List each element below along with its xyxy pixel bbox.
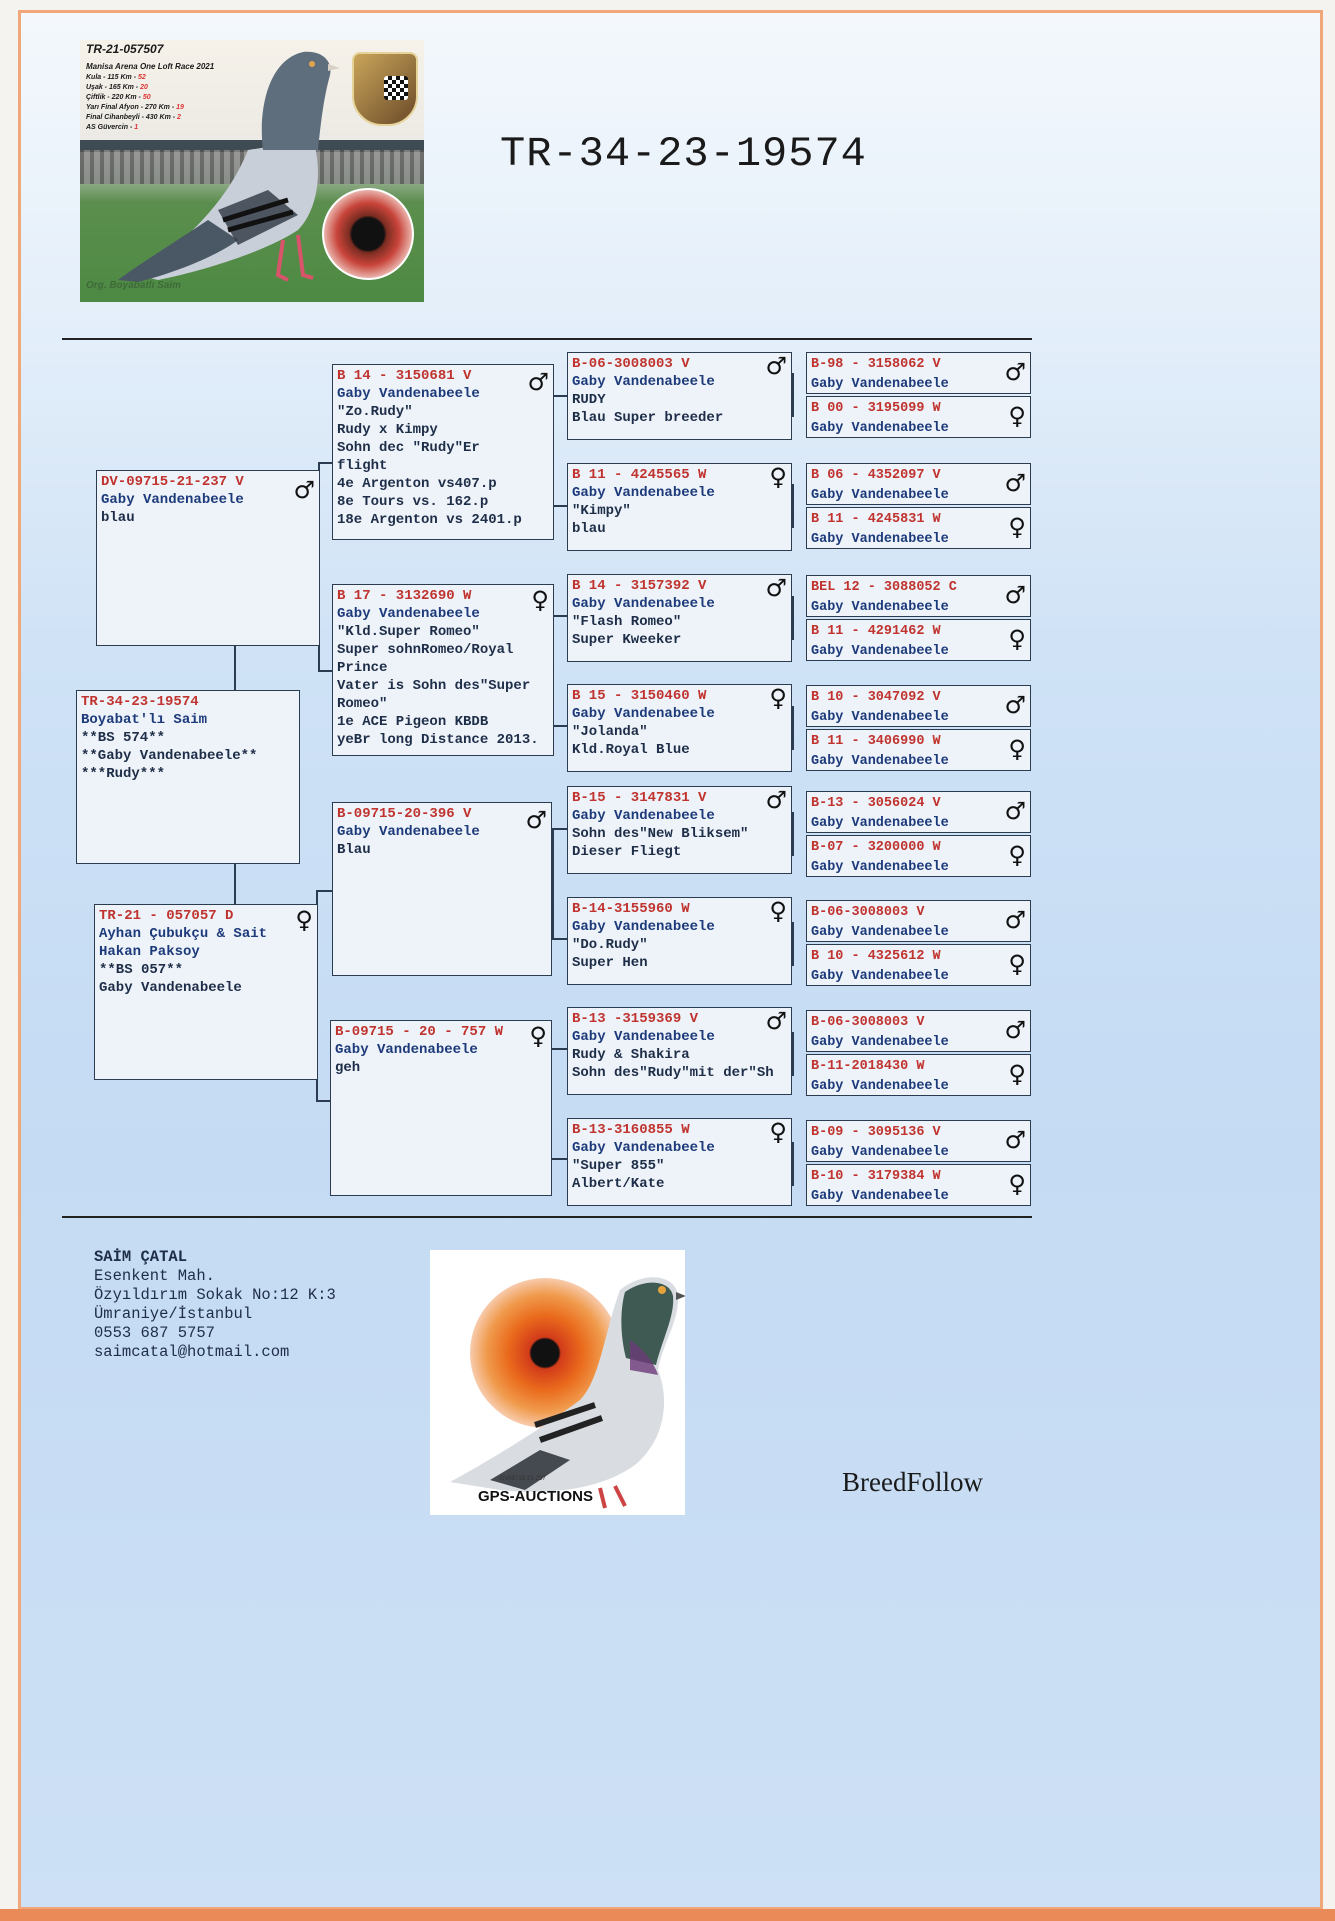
card-line: Blau bbox=[337, 842, 371, 858]
ancestor-card[interactable] bbox=[806, 352, 1031, 394]
female-symbol-icon: ♀ bbox=[1008, 513, 1026, 541]
card-line: Gaby Vandenabeele bbox=[811, 421, 949, 436]
male-symbol-icon: ♂ bbox=[1004, 691, 1026, 719]
male-symbol-icon: ♂ bbox=[765, 352, 787, 380]
top-pigeon-photo bbox=[80, 40, 424, 302]
card-line: ***Rudy*** bbox=[81, 766, 166, 782]
card-line: Prince bbox=[337, 660, 388, 676]
card-line: Gaby Vandenabeele bbox=[811, 1035, 949, 1050]
male-symbol-icon: ♂ bbox=[765, 574, 787, 602]
card-line: Sohn dec "Rudy"Er bbox=[337, 440, 480, 456]
connector bbox=[792, 922, 794, 966]
card-line: RUDY bbox=[572, 392, 606, 408]
ring-number: B 14 - 3157392 V bbox=[572, 578, 707, 594]
race-result: Çiftlik - 220 Km - 50 bbox=[86, 94, 151, 101]
card-line: Gaby Vandenabeele bbox=[572, 1029, 715, 1045]
ancestor-card[interactable] bbox=[806, 396, 1031, 438]
card-line: "Jolanda" bbox=[572, 724, 648, 740]
connector bbox=[552, 615, 567, 617]
card-line: "Do.Rudy" bbox=[572, 937, 648, 953]
male-symbol-icon: ♂ bbox=[1004, 469, 1026, 497]
pigeon-illustration bbox=[430, 1250, 685, 1515]
male-symbol-icon: ♂ bbox=[293, 476, 315, 504]
ancestor-card[interactable] bbox=[806, 463, 1031, 505]
ring-number: DV-09715-21-237 V bbox=[101, 474, 244, 490]
male-symbol-icon: ♂ bbox=[1004, 1016, 1026, 1044]
card-line: 18e Argenton vs 2401.p bbox=[337, 512, 522, 528]
ring-number: B-07 - 3200000 W bbox=[811, 840, 941, 855]
ring-number: B-11-2018430 W bbox=[811, 1059, 925, 1074]
owner-name: SAİM ÇATAL bbox=[94, 1248, 188, 1266]
card-line: Rudy x Kimpy bbox=[337, 422, 438, 438]
ancestor-card[interactable] bbox=[806, 835, 1031, 877]
card-line: Gaby Vandenabeele bbox=[572, 706, 715, 722]
ring-number: B 00 - 3195099 W bbox=[811, 401, 941, 416]
card-line: Gaby Vandenabeele bbox=[811, 1145, 949, 1160]
male-symbol-icon: ♂ bbox=[527, 368, 549, 396]
female-symbol-icon: ♀ bbox=[529, 1022, 547, 1050]
male-symbol-icon: ♂ bbox=[765, 1007, 787, 1035]
male-symbol-icon: ♂ bbox=[525, 806, 547, 834]
male-symbol-icon: ♂ bbox=[765, 786, 787, 814]
great-grandparent-card[interactable] bbox=[567, 684, 792, 772]
page-title: TR-34-23-19574 bbox=[500, 130, 867, 178]
gps-auctions-logo: GPS-AUCTIONS bbox=[478, 1488, 594, 1505]
club-crest-logo bbox=[352, 52, 418, 126]
great-grandparent-card[interactable] bbox=[567, 574, 792, 662]
card-line: Rudy & Shakira bbox=[572, 1047, 690, 1063]
connector bbox=[552, 828, 554, 940]
connector bbox=[552, 395, 567, 397]
connector bbox=[792, 373, 794, 417]
ring-number: B 15 - 3150460 W bbox=[572, 688, 707, 704]
ancestor-card[interactable] bbox=[806, 619, 1031, 661]
card-line: Sohn des"Rudy"mit der"Sh bbox=[572, 1065, 774, 1081]
great-grandparent-card[interactable] bbox=[567, 352, 792, 440]
ring-number: B-13 - 3056024 V bbox=[811, 796, 941, 811]
ring-number: B 14 - 3150681 V bbox=[337, 368, 472, 384]
connector bbox=[792, 484, 794, 528]
card-line: Hakan Paksoy bbox=[99, 944, 200, 960]
female-symbol-icon: ♀ bbox=[769, 463, 787, 491]
female-symbol-icon: ♀ bbox=[1008, 950, 1026, 978]
race-result: AS Güvercin - 1 bbox=[86, 124, 139, 131]
card-line: blau bbox=[101, 510, 135, 526]
connector bbox=[316, 1100, 330, 1102]
ring-number: B 06 - 4352097 V bbox=[811, 468, 941, 483]
card-line: Gaby Vandenabeele bbox=[335, 1042, 478, 1058]
ring-number: B 11 - 4291462 W bbox=[811, 624, 941, 639]
subject-card[interactable] bbox=[76, 690, 300, 864]
card-line: 1e ACE Pigeon KBDB bbox=[337, 714, 489, 730]
card-line: geh bbox=[335, 1060, 361, 1076]
ancestor-card[interactable] bbox=[806, 944, 1031, 986]
female-symbol-icon: ♀ bbox=[1008, 841, 1026, 869]
photo-ring-number: DV09715-21-237 bbox=[500, 1476, 546, 1482]
ancestor-card[interactable] bbox=[806, 900, 1031, 942]
card-line: Gaby Vandenabeele bbox=[811, 860, 949, 875]
photo-race-name: Manisa Arena One Loft Race 2021 bbox=[86, 62, 215, 71]
card-line: "Zo.Rudy" bbox=[337, 404, 413, 420]
card-line: **BS 574** bbox=[81, 730, 166, 746]
owner-city: Ümraniye/İstanbul bbox=[94, 1305, 253, 1323]
ring-number: B 17 - 3132690 W bbox=[337, 588, 472, 604]
photo-organizer: Org. Boyabatlı Saim bbox=[86, 280, 182, 291]
card-line: yeBr long Distance 2013. bbox=[337, 732, 539, 748]
great-grandparent-card[interactable] bbox=[567, 1007, 792, 1095]
ring-number: B-14-3155960 W bbox=[572, 901, 690, 917]
connector bbox=[552, 828, 567, 830]
race-result: Kula - 115 Km - 52 bbox=[86, 74, 146, 81]
card-line: Gaby Vandenabeele bbox=[811, 488, 949, 503]
card-line: **Gaby Vandenabeele** bbox=[81, 748, 258, 764]
card-line: Albert/Kate bbox=[572, 1176, 665, 1192]
great-grandparent-card[interactable] bbox=[567, 786, 792, 874]
connector bbox=[792, 706, 794, 750]
owner-address-line: Özyıldırım Sokak No:12 K:3 bbox=[94, 1286, 336, 1304]
bottom-pigeon-photo bbox=[430, 1250, 685, 1515]
ring-number: B-13-3160855 W bbox=[572, 1122, 690, 1138]
breedfollow-brand: BreedFollow bbox=[842, 1467, 983, 1497]
card-line: "Kimpy" bbox=[572, 503, 631, 519]
card-line: Sohn des"New Bliksem" bbox=[572, 826, 749, 842]
card-line: Gaby Vandenabeele bbox=[337, 606, 480, 622]
granddam-sire-side-card[interactable] bbox=[332, 584, 554, 756]
card-line: Vater is Sohn des"Super bbox=[337, 678, 531, 694]
card-line: flight bbox=[337, 458, 388, 474]
card-line: Kld.Royal Blue bbox=[572, 742, 690, 758]
card-line: Gaby Vandenabeele bbox=[811, 925, 949, 940]
female-symbol-icon: ♀ bbox=[769, 684, 787, 712]
card-line: Gaby Vandenabeele bbox=[811, 710, 949, 725]
card-line: Super sohnRomeo/Royal bbox=[337, 642, 514, 658]
ancestor-card[interactable] bbox=[806, 507, 1031, 549]
female-symbol-icon: ♀ bbox=[769, 897, 787, 925]
male-symbol-icon: ♂ bbox=[1004, 581, 1026, 609]
card-line: blau bbox=[572, 521, 606, 537]
ring-number: B-06-3008003 V bbox=[572, 356, 690, 372]
connector bbox=[234, 646, 236, 690]
ring-number: B 11 - 4245831 W bbox=[811, 512, 941, 527]
card-line: Gaby Vandenabeele bbox=[572, 596, 715, 612]
female-symbol-icon: ♀ bbox=[1008, 1060, 1026, 1088]
connector bbox=[318, 462, 332, 464]
owner-contact-block bbox=[94, 1248, 336, 1362]
connector bbox=[552, 938, 567, 940]
race-result: Uşak - 165 Km - 20 bbox=[86, 84, 148, 91]
card-line: "Super 855" bbox=[572, 1158, 665, 1174]
female-symbol-icon: ♀ bbox=[1008, 1170, 1026, 1198]
ring-number: B 10 - 4325612 W bbox=[811, 949, 941, 964]
card-line: Gaby Vandenabeele bbox=[811, 969, 949, 984]
connector bbox=[552, 725, 567, 727]
card-line: Ayhan Çubukçu & Sait bbox=[99, 926, 268, 942]
card-line: Boyabat'lı Saim bbox=[81, 712, 208, 728]
ring-number: B-06-3008003 V bbox=[811, 1015, 925, 1030]
photo-ring-number: TR-21-057507 bbox=[86, 42, 164, 56]
ancestor-card[interactable] bbox=[806, 1164, 1031, 1206]
ring-number: B-09 - 3095136 V bbox=[811, 1125, 941, 1140]
owner-address-line: Esenkent Mah. bbox=[94, 1267, 215, 1285]
female-symbol-icon: ♀ bbox=[1008, 625, 1026, 653]
ancestor-card[interactable] bbox=[806, 1120, 1031, 1162]
card-line: Gaby Vandenabeele bbox=[337, 386, 480, 402]
ring-number: B 11 - 3406990 W bbox=[811, 734, 941, 749]
connector bbox=[552, 505, 567, 507]
grandsire-sire-side-card[interactable] bbox=[332, 364, 554, 540]
card-line: "Kld.Super Romeo" bbox=[337, 624, 480, 640]
card-line: 4e Argenton vs407.p bbox=[337, 476, 497, 492]
card-line: Super Kweeker bbox=[572, 632, 682, 648]
connector bbox=[316, 890, 332, 892]
sire-card[interactable] bbox=[96, 470, 320, 646]
great-grandparent-card[interactable] bbox=[567, 1118, 792, 1206]
card-line: Gaby Vandenabeele bbox=[811, 816, 949, 831]
card-line: Gaby Vandenabeele bbox=[572, 919, 715, 935]
card-line: Gaby Vandenabeele bbox=[572, 1140, 715, 1156]
ring-number: B-15 - 3147831 V bbox=[572, 790, 707, 806]
connector bbox=[550, 1158, 567, 1160]
connector bbox=[792, 1032, 794, 1076]
male-symbol-icon: ♂ bbox=[1004, 797, 1026, 825]
ancestor-card[interactable] bbox=[806, 1054, 1031, 1096]
female-symbol-icon: ♀ bbox=[769, 1118, 787, 1146]
card-line: Gaby Vandenabeele bbox=[811, 1189, 949, 1204]
ring-number: B-13 -3159369 V bbox=[572, 1011, 699, 1027]
ring-number: B-09715-20-396 V bbox=[337, 806, 472, 822]
divider-bottom bbox=[62, 1216, 1032, 1218]
ring-number: B-09715 - 20 - 757 W bbox=[335, 1024, 504, 1040]
male-symbol-icon: ♂ bbox=[1004, 1126, 1026, 1154]
ancestor-card[interactable] bbox=[806, 1010, 1031, 1052]
race-result: Yarı Final Afyon - 270 Km - 19 bbox=[86, 104, 184, 111]
card-line: Gaby Vandenabeele bbox=[811, 644, 949, 659]
ring-number: B-10 - 3179384 W bbox=[811, 1169, 941, 1184]
ring-number: B 11 - 4245565 W bbox=[572, 467, 707, 483]
card-line: Gaby Vandenabeele bbox=[811, 600, 949, 615]
ancestor-card[interactable] bbox=[806, 791, 1031, 833]
card-line: Gaby Vandenabeele bbox=[572, 485, 715, 501]
card-line: Dieser Fliegt bbox=[572, 844, 682, 860]
card-line: Blau Super breeder bbox=[572, 410, 724, 426]
owner-phone: 0553 687 5757 bbox=[94, 1324, 215, 1342]
dam-card[interactable] bbox=[94, 904, 318, 1080]
ring-number: TR-21 - 057057 D bbox=[99, 908, 234, 924]
card-line: Gaby Vandenabeele bbox=[101, 492, 244, 508]
connector bbox=[234, 864, 236, 904]
card-line: Romeo" bbox=[337, 696, 388, 712]
female-symbol-icon: ♀ bbox=[295, 906, 313, 934]
ancestor-card[interactable] bbox=[806, 575, 1031, 617]
female-symbol-icon: ♀ bbox=[1008, 735, 1026, 763]
card-line: Gaby Vandenabeele bbox=[572, 808, 715, 824]
card-line: Gaby Vandenabeele bbox=[811, 532, 949, 547]
male-symbol-icon: ♂ bbox=[1004, 358, 1026, 386]
frame-border bbox=[0, 1909, 1335, 1921]
card-line: 8e Tours vs. 162.p bbox=[337, 494, 489, 510]
connector bbox=[550, 1048, 567, 1050]
ring-number: B-98 - 3158062 V bbox=[811, 357, 941, 372]
great-grandparent-card[interactable] bbox=[567, 897, 792, 985]
ring-number: BEL 12 - 3088052 C bbox=[811, 580, 957, 595]
card-line: Gaby Vandenabeele bbox=[572, 374, 715, 390]
race-result: Final Cihanbeyli - 430 Km - 2 bbox=[86, 114, 181, 121]
ring-number: TR-34-23-19574 bbox=[81, 694, 199, 710]
ancestor-card[interactable] bbox=[806, 729, 1031, 771]
grandsire-dam-side-card[interactable] bbox=[332, 802, 552, 976]
card-line: **BS 057** bbox=[99, 962, 184, 978]
divider-top bbox=[62, 338, 1032, 340]
granddam-dam-side-card[interactable] bbox=[330, 1020, 552, 1196]
eye-photo bbox=[322, 188, 414, 280]
ring-number: B-06-3008003 V bbox=[811, 905, 925, 920]
female-symbol-icon: ♀ bbox=[531, 586, 549, 614]
card-line: "Flash Romeo" bbox=[572, 614, 682, 630]
female-symbol-icon: ♀ bbox=[1008, 402, 1026, 430]
great-grandparent-card[interactable] bbox=[567, 463, 792, 551]
ancestor-card[interactable] bbox=[806, 685, 1031, 727]
connector bbox=[792, 596, 794, 640]
card-line: Super Hen bbox=[572, 955, 648, 971]
card-line: Gaby Vandenabeele bbox=[811, 754, 949, 769]
male-symbol-icon: ♂ bbox=[1004, 906, 1026, 934]
connector bbox=[792, 812, 794, 856]
connector bbox=[318, 670, 332, 672]
card-line: Gaby Vandenabeele bbox=[337, 824, 480, 840]
card-line: Gaby Vandenabeele bbox=[99, 980, 242, 996]
card-line: Gaby Vandenabeele bbox=[811, 1079, 949, 1094]
card-line: Gaby Vandenabeele bbox=[811, 377, 949, 392]
ring-number: B 10 - 3047092 V bbox=[811, 690, 941, 705]
owner-email[interactable]: saimcatal@hotmail.com bbox=[94, 1343, 290, 1361]
connector bbox=[792, 1142, 794, 1186]
